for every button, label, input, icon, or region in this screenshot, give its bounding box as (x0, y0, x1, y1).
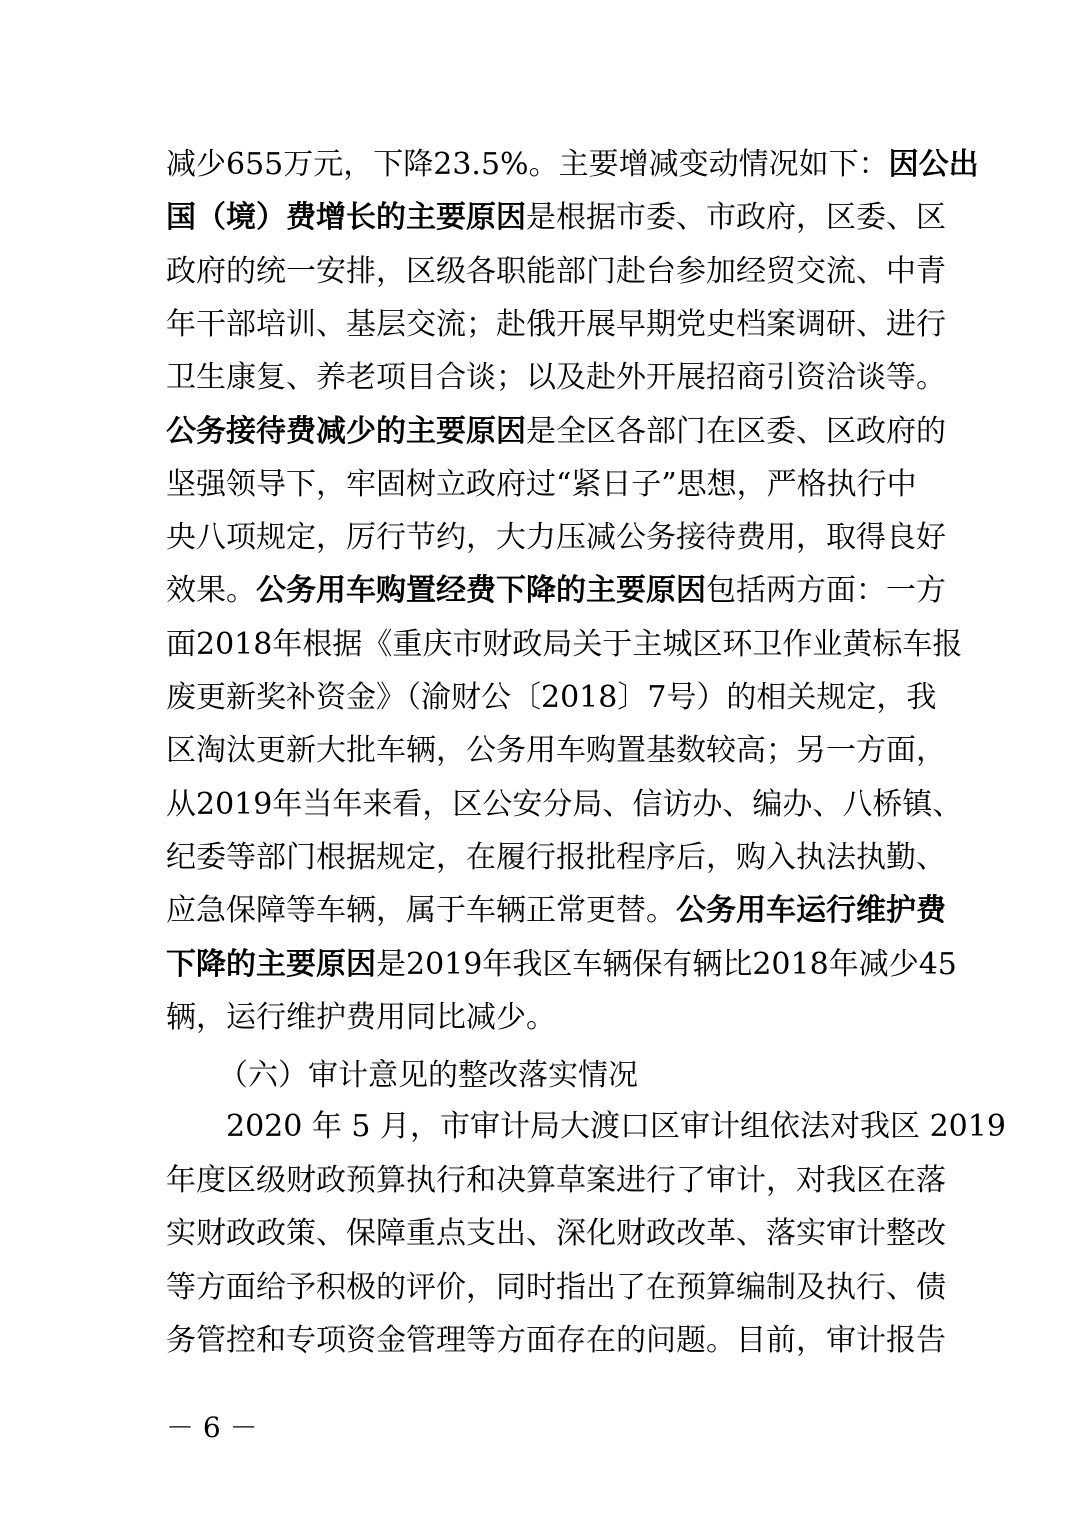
text-line (166, 622, 963, 668)
text-run: 从2019年当年来看，区公安分局、信访办、编办、八桥镇、 (166, 786, 963, 822)
section-heading: （六）审计意见的整改落实情况 (218, 1058, 638, 1093)
text-line (166, 409, 946, 455)
text-line (166, 1211, 946, 1257)
text-run: 央八项规定，厉行节约，大力压减公务接待费用，取得良好 (166, 520, 946, 556)
bold-text-run: 下降的主要原因 (166, 946, 376, 982)
text-run: 是根据市委、市政府，区委、区 (526, 200, 946, 236)
text-run: 务管控和专项资金管理等方面存在的问题。目前，审计报告 (166, 1323, 946, 1358)
bold-text-run: 因公出 (888, 147, 979, 182)
text-line (166, 1158, 946, 1204)
text-run: 是全区各部门在区委、区政府的 (526, 413, 946, 449)
text-run: 卫生康复、养老项目合谈；以及赴外开展招商引资洽谈等。 (166, 360, 946, 396)
text-line (166, 462, 917, 508)
text-run: 年干部培训、基层交流；赴俄开展早期党史档案调研、进行 (166, 306, 946, 342)
text-line (166, 249, 946, 295)
text-line (166, 782, 963, 828)
text-run: 面2018年根据《重庆市财政局关于主城区环卫作业黄标车报 (166, 626, 963, 662)
text-line (166, 835, 946, 881)
text-line (166, 195, 946, 241)
text-run: 2020 年 5 月，市审计局大渡口区审计组依法对我区 2019 (166, 1109, 1006, 1144)
text-line (166, 355, 946, 401)
text-run: 减少655万元，下降23.5%。主要增减变动情况如下： (166, 147, 889, 182)
text-run: 辆，运行维护费用同比减少。 (166, 999, 556, 1035)
text-line (166, 728, 946, 774)
text-line (166, 515, 946, 561)
bold-text-run: 国（境）费增长的主要原因 (166, 200, 526, 236)
text-run: 是2019年我区车辆保有辆比2018年减少45 (376, 946, 957, 982)
text-run: 年度区级财政预算执行和决算草案进行了审计，对我区在落 (166, 1162, 946, 1198)
bold-text-run: 公务用车运行维护费 (676, 893, 946, 929)
text-run: 纪委等部门根据规定，在履行报批程序后，购入执法执勤、 (166, 839, 946, 875)
text-line (166, 142, 979, 188)
text-run: 实财政政策、保障重点支出、深化财政改革、落实审计整改 (166, 1216, 946, 1251)
text-line (166, 1265, 946, 1311)
text-line (166, 1104, 1006, 1150)
bold-text-run: 公务用车购置经费下降的主要原因 (256, 573, 706, 609)
text-run: 区淘汰更新大批车辆，公务用车购置基数较高；另一方面， (166, 733, 946, 769)
page-number: － 6 － (166, 1411, 258, 1444)
text-run: 包括两方面：一方 (706, 573, 946, 609)
text-run: 坚强领导下，牢固树立政府过“紧日子”思想，严格执行中 (166, 466, 917, 502)
text-line (166, 888, 946, 934)
text-line (166, 302, 946, 348)
text-run: 废更新奖补资金》（渝财公〔2018〕7号）的相关规定，我 (166, 680, 937, 715)
text-line (166, 675, 937, 721)
bold-text-run: 公务接待费减少的主要原因 (166, 413, 526, 449)
text-line (166, 995, 910, 1041)
text-run: 政府的统一安排，区级各职能部门赴台参加经贸交流、中青 (166, 253, 946, 289)
text-run: 应急保障等车辆，属于车辆正常更替。 (166, 893, 676, 929)
text-line (166, 942, 957, 988)
text-run: 效果。 (166, 573, 256, 609)
text-run: 等方面给予积极的评价，同时指出了在预算编制及执行、债 (166, 1269, 946, 1305)
text-line (166, 1318, 946, 1364)
text-line (166, 568, 946, 614)
